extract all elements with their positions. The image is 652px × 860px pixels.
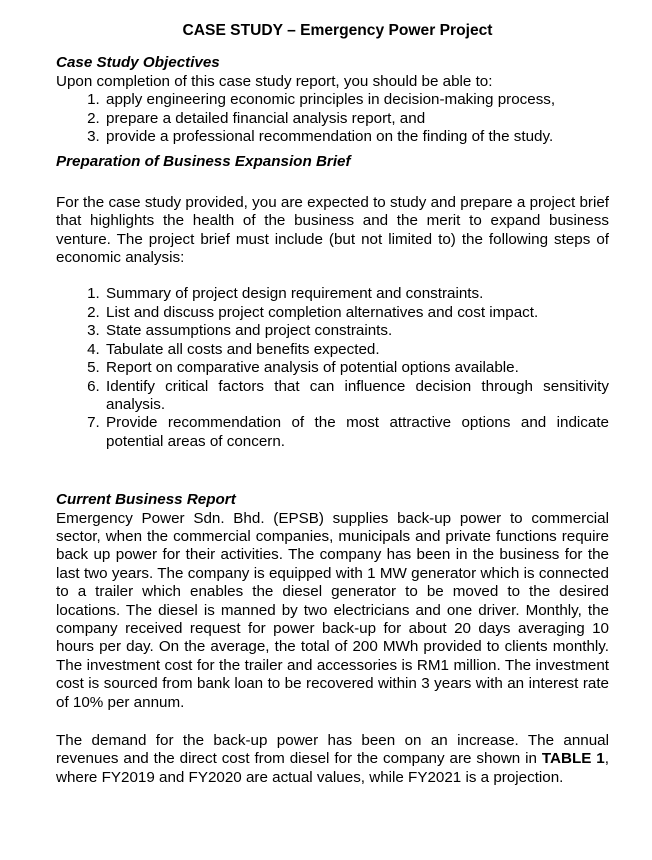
analysis-step: 5. Report on comparative analysis of potential options available. bbox=[104, 359, 609, 377]
analysis-step: 3. State assumptions and project constraints. bbox=[104, 322, 609, 340]
objectives-intro: Upon completion of this case study report, you should be able to: bbox=[56, 72, 493, 90]
analysis-step: 2. List and discuss project completion alternatives and cost impact. bbox=[104, 304, 609, 322]
table-reference: TABLE 1 bbox=[541, 750, 605, 768]
objective-item: 2. prepare a detailed financial analysis report, and bbox=[104, 110, 609, 128]
business-report-heading: Current Business Report bbox=[56, 491, 236, 509]
demand-text-end: , where FY2019 and FY2020 are actual values, while FY2021 is a projection. bbox=[56, 750, 609, 786]
demand-paragraph bbox=[56, 732, 609, 787]
analysis-steps-list bbox=[56, 285, 609, 451]
brief-intro: For the case study provided, you are expected to study and prepare a project brief that highlights the health of the business and the merit to expand business venture. The project brief must include (but not limited to) the following steps of economic analysis: bbox=[56, 193, 609, 267]
objective-item: 1. apply engineering economic principles in decision-making process, bbox=[104, 91, 609, 109]
demand-text-start: The demand for the back-up power has been on an increase. The annual revenues and the direct cost from diesel for the company are shown in bbox=[56, 732, 609, 768]
document-title: CASE STUDY – Emergency Power Project bbox=[182, 22, 493, 39]
objectives-heading: Case Study Objectives bbox=[56, 54, 220, 72]
analysis-step: 4. Tabulate all costs and benefits expected. bbox=[104, 341, 609, 359]
objectives-list bbox=[56, 91, 609, 146]
analysis-step: 6. Identify critical factors that can influence decision through sensitivity analysis. bbox=[104, 378, 609, 415]
analysis-step: 7. Provide recommendation of the most attractive options and indicate potential areas of concern. bbox=[104, 414, 609, 451]
business-report-paragraph: Emergency Power Sdn. Bhd. (EPSB) supplies back-up power to commercial sector, when the commercial companies, municipals and private functions require back up power for their activities. The company has been in the business for the last two years. The company is equipped with 1 MW generator which is connected to a trailer which enables the diesel generator to be moved to the desired locations. The diesel is manned by two electricians and one driver. Monthly, the company received request for power back-up for about 20 days averaging 10 hours per day. On the average, the total of 200 MWh provided to clients monthly. The investment cost for the trailer and accessories is RM1 million. The investment cost is sourced from bank loan to be recovered within 3 years with an interest rate of 10% per annum. bbox=[56, 509, 609, 711]
objective-item: 3. provide a professional recommendation on the finding of the study. bbox=[104, 128, 609, 146]
analysis-step: 1. Summary of project design requirement and constraints. bbox=[104, 285, 609, 303]
brief-heading: Preparation of Business Expansion Brief bbox=[56, 153, 351, 171]
